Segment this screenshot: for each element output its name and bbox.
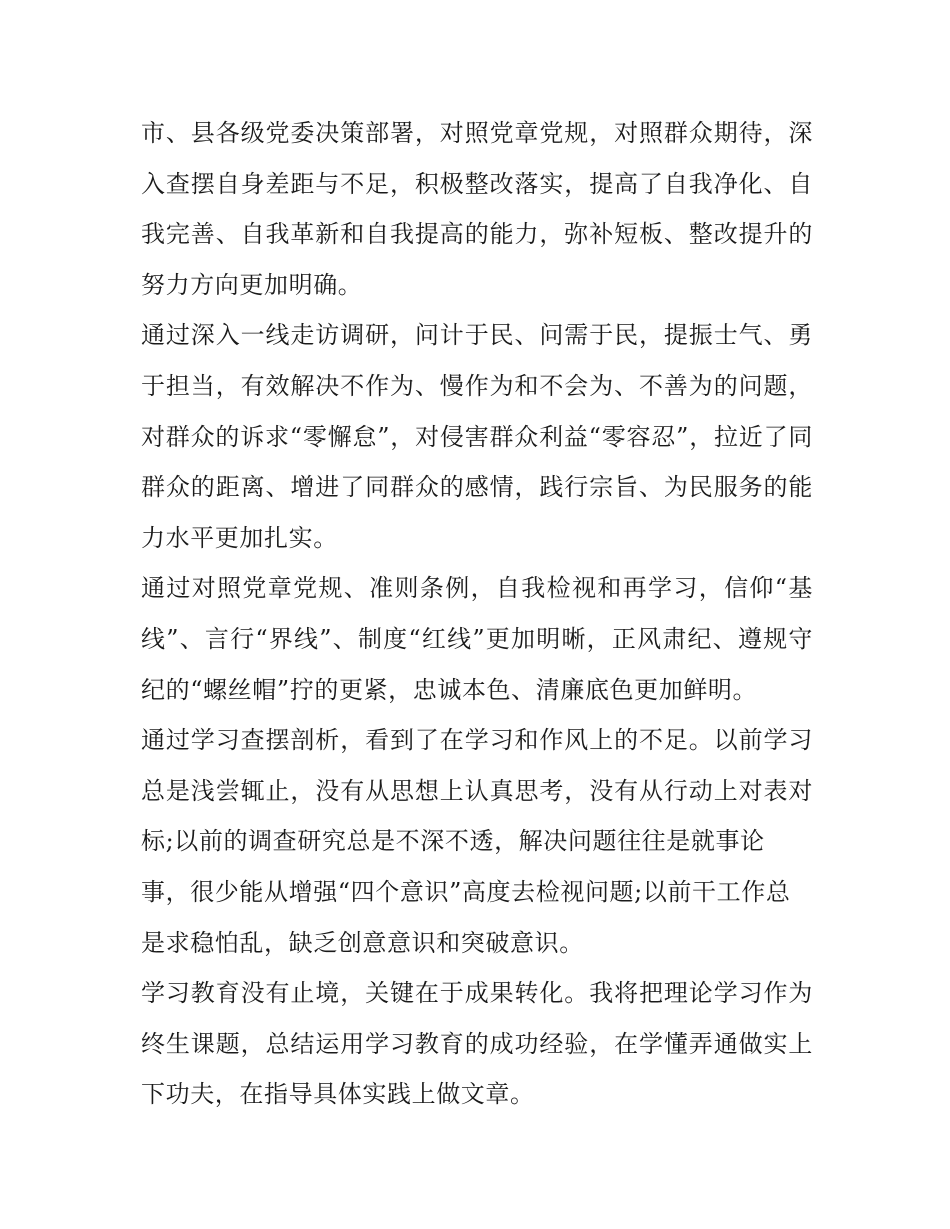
text-line: 标;以前的调查研究总是不深不透，解决问题往往是就事论 [141,827,765,856]
text-line: 线”、言行“界线”、制度“红线”更加明晰，正风肃纪、遵规守 [141,624,813,653]
paragraph-3 [141,563,813,715]
text-line: 是求稳怕乱，缺乏创意意识和突破意识。 [141,928,584,957]
text-line: 学习教育没有止境，关键在于成果转化。我将把理论学习作为 [141,979,813,1008]
text-line: 于担当，有效解决不作为、慢作为和不会为、不善为的问题， [141,371,813,400]
text-line: 市、县各级党委决策部署，对照党章党规，对照群众期待，深 [141,119,813,147]
text-line: 我完善、自我革新和自我提高的能力，弥补短板、整改提升的 [141,220,813,249]
paragraph-5 [141,968,813,1120]
text-line: 努力方向更加明确。 [141,270,363,299]
text-line: 通过深入一线走访调研，问计于民、问需于民，提振士气、勇 [141,321,813,350]
text-line: 纪的“螺丝帽”拧的更紧，忠诚本色、清廉底色更加鲜明。 [141,675,758,704]
text-line: 入查摆自身差距与不足，积极整改落实，提高了自我净化、自 [141,169,813,198]
text-line: 总是浅尝辄止，没有从思想上认真思考，没有从行动上对表对 [141,776,813,805]
text-line: 力水平更加扎实。 [141,523,338,552]
document-body [141,108,813,1120]
text-line: 事，很少能从增强“四个意识”高度去检视问题;以前干工作总 [141,877,791,906]
text-line: 终生课题，总结运用学习教育的成功经验，在学懂弄通做实上 [141,1029,813,1058]
text-line: 通过学习查摆剖析，看到了在学习和作风上的不足。以前学习 [141,726,813,755]
text-line: 群众的距离、增进了同群众的感情，践行宗旨、为民服务的能 [141,473,813,502]
text-line: 下功夫，在指导具体实践上做文章。 [141,1080,535,1109]
paragraph-1 [141,108,813,310]
paragraph-4 [141,715,813,968]
text-line: 对群众的诉求“零懈怠”，对侵害群众利益“零容忍”，拉近了同 [141,422,813,451]
text-line: 通过对照党章党规、准则条例，自我检视和再学习，信仰“基 [141,574,813,603]
paragraph-2 [141,310,813,563]
